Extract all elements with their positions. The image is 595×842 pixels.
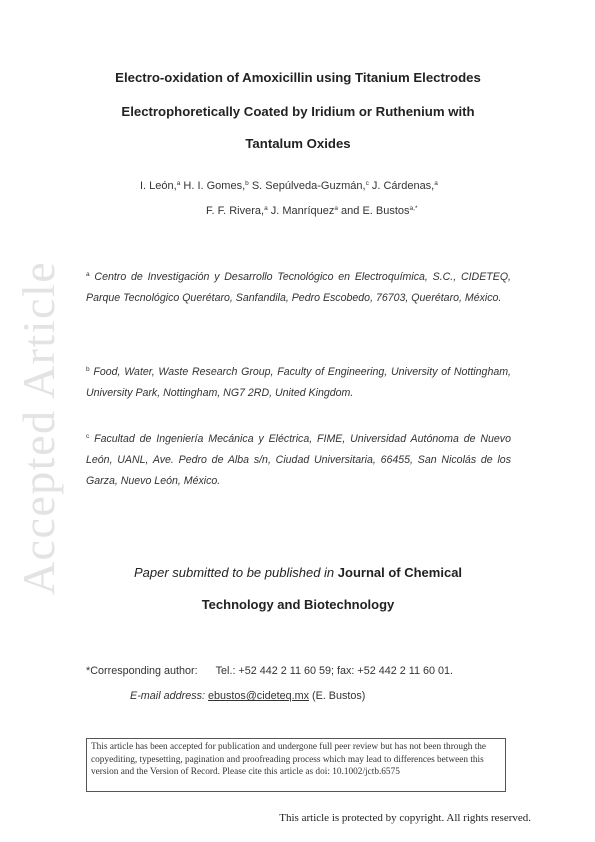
- paper-title-line-3: Tantalum Oxides: [245, 136, 351, 151]
- affiliation-b: [86, 359, 511, 404]
- paper-title-line-1: Electro-oxidation of Amoxicillin using Titanium Electrodes: [115, 70, 481, 85]
- author-name: and E. Bustos: [341, 205, 410, 217]
- affiliation-text: Centro de Investigación y Desarrollo Tecnológico en Electroquímica, S.C., CIDETEQ, Parque Tecnológico Querétaro, Sanfandila, Pedro Escobedo, 76703, Querétaro, México.: [86, 271, 511, 304]
- affiliation-mark: a: [86, 271, 90, 278]
- author-list-line-1: [140, 180, 438, 192]
- affiliation-mark: b: [86, 366, 90, 373]
- author-list-line-2: [206, 205, 418, 217]
- affiliation-text: Food, Water, Waste Research Group, Faculty of Engineering, University of Nottingham, University Park, Nottingham, NG7 2RD, United Kingdom.: [86, 366, 511, 399]
- email-link[interactable]: ebustos@cideteq.mx: [208, 690, 309, 702]
- author-affil-mark: a: [434, 180, 438, 187]
- accepted-article-watermark: Accepted Article: [13, 260, 64, 596]
- accepted-article-notice: This article has been accepted for publication and undergone full peer review but has not been through the copyediting, typesetting, pagination and proofreading process which may lead to differences between this version and the Version of Record. Please cite this article as doi: 10.1002/jctb.6575: [86, 738, 506, 792]
- corresponding-email: [130, 690, 365, 702]
- author-name: H. I. Gomes,: [183, 180, 246, 192]
- paper-title-line-2: Electrophoretically Coated by Iridium or Ruthenium with: [121, 104, 475, 119]
- copyright-footer: This article is protected by copyright. All rights reserved.: [279, 812, 531, 824]
- author-affil-mark: a: [264, 205, 268, 212]
- author-name: I. León,: [140, 180, 177, 192]
- journal-name-part-1: Journal of Chemical: [337, 565, 463, 580]
- email-suffix: (E. Bustos): [312, 690, 366, 702]
- email-label: E-mail address:: [130, 690, 206, 702]
- affiliation-text: Facultad de Ingeniería Mecánica y Eléctrica, FIME, Universidad Autónoma de Nuevo León, UANL, Ave. Pedro de Alba s/n, Ciudad Universitaria, 66455, San Nicolás de los Garza, Nuevo León, México.: [86, 433, 511, 487]
- journal-name-part-2: Technology and Biotechnology: [201, 597, 395, 612]
- author-affil-mark: b: [245, 180, 249, 187]
- author-affil-mark: a: [176, 180, 181, 187]
- author-name: J. Cárdenas,: [371, 180, 435, 192]
- corresponding-phone-fax: Tel.: +52 442 2 11 60 59; fax: +52 442 2 11 60 01.: [215, 665, 453, 677]
- submission-note-line-1: [88, 565, 508, 580]
- affiliation-a: [86, 264, 511, 309]
- affiliation-mark: c: [86, 433, 90, 440]
- author-name: F. F. Rivera,: [206, 205, 265, 217]
- corresponding-label: *Corresponding author:: [86, 665, 198, 677]
- author-affil-mark: c: [365, 180, 369, 187]
- submission-prefix: Paper submitted to be published in: [133, 565, 338, 580]
- corresponding-author: [86, 665, 453, 677]
- author-name: J. Manríquez: [270, 205, 335, 217]
- author-affil-mark: a: [334, 205, 338, 212]
- author-name: S. Sepúlveda-Guzmán,: [251, 180, 366, 192]
- author-affil-mark: a,*: [409, 205, 418, 212]
- affiliation-c: [86, 426, 511, 492]
